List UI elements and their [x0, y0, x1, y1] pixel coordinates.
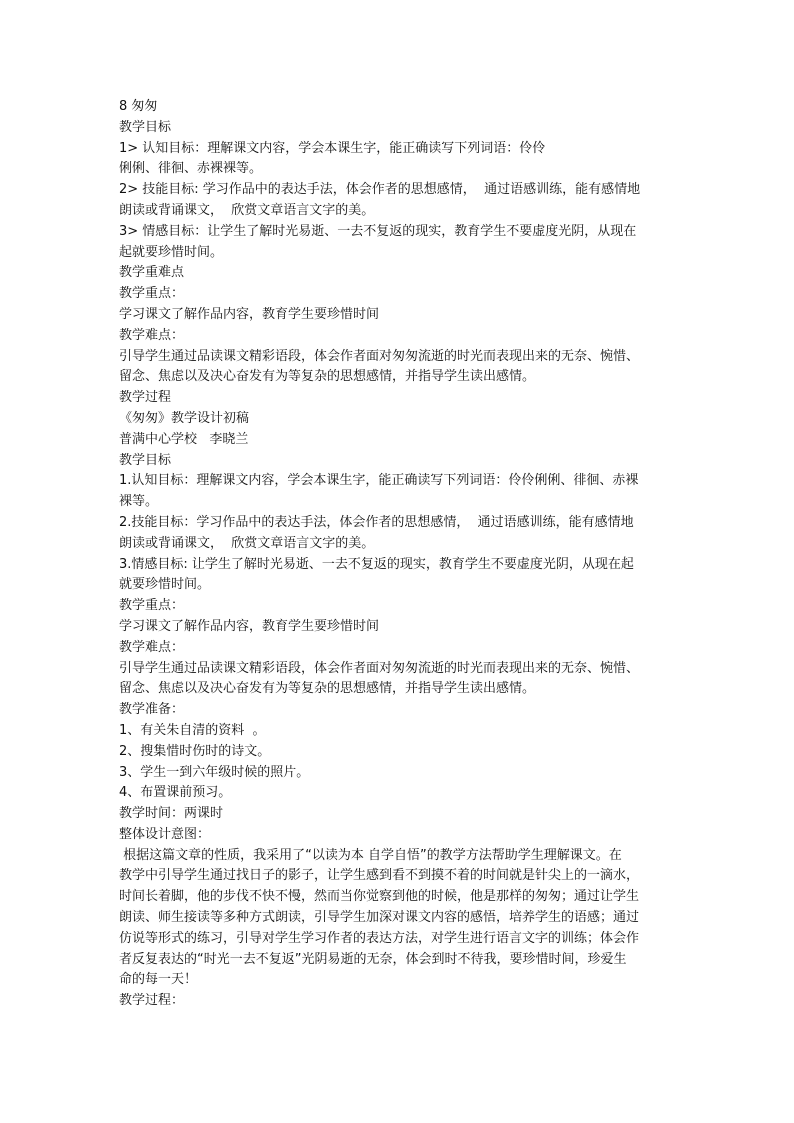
- design-intent-text: 朗读、师生接读等多种方式朗读，引导学生加深对课文内容的感悟，培养学生的语感；通过: [119, 910, 640, 926]
- goal-emotion-line: 3.情感目标: 让学生了解时光易逝、一去不复返的现实，教育学生不要虚度光阴，从现在起: [119, 556, 634, 572]
- process-heading: 教学过程: [119, 390, 172, 406]
- key-points-heading: 教学重点：: [119, 598, 185, 614]
- design-intent-heading: 整体设计意图：: [119, 826, 211, 842]
- preparation-item: 2、搜集惜时伤时的诗文。: [119, 743, 271, 759]
- goal-skill-line: 2.技能目标：学习作品中的表达手法，体会作者的思想感情， 通过语感训练，能有感情地: [119, 514, 634, 530]
- goal-skill-line: 朗读或背诵课文， 欣赏文章语言文字的美。: [119, 202, 375, 218]
- draft-title: 《匆匆》教学设计初稿: [119, 410, 250, 426]
- difficult-points-text: 引导学生通过品读课文精彩语段，体会作者面对匆匆流逝的时光而表现出来的无奈、惋惜、: [119, 348, 640, 364]
- lesson-title: 8 匆匆: [119, 99, 158, 114]
- design-intent-text: 仿说等形式的练习，引导对学生学习作者的表达方法，对学生进行语言文字的训练；体会作: [119, 930, 640, 946]
- preparation-item: 4、布置课前预习。: [119, 785, 232, 801]
- difficult-points-heading: 教学难点：: [119, 327, 185, 343]
- teaching-time: 教学时间：两课时: [119, 806, 224, 822]
- goal-cognitive-line: 裸等。: [119, 494, 159, 510]
- process-heading: 教学过程：: [119, 993, 185, 1009]
- goal-cognitive-line: 1.认知目标：理解课文内容，学会本课生字，能正确读写下列词语：伶伶俐俐、徘徊、赤裸: [119, 473, 639, 489]
- preparation-item: 1、有关朱自清的资料 。: [119, 722, 266, 738]
- goal-emotion-line: 就要珍惜时间。: [119, 577, 211, 593]
- goal-cognitive-line: 1> 认知目标：理解课文内容，学会本课生字，能正确读写下列词语：伶伶: [119, 140, 546, 156]
- key-points-text: 学习课文了解作品内容，教育学生要珍惜时间: [119, 306, 380, 322]
- difficult-points-text: 引导学生通过品读课文精彩语段，体会作者面对匆匆流逝的时光而表现出来的无奈、惋惜、: [119, 660, 640, 676]
- goals-heading: 教学目标: [119, 119, 172, 135]
- key-points-heading: 教学重点：: [119, 286, 185, 302]
- design-intent-text: 时间长着脚，他的步伐不快不慢，然而当你觉察到他的时候，他是那样的匆匆；通过让学生: [119, 889, 640, 905]
- design-intent-text: 根据这篇文章的性质，我采用了“以读为本 自学自悟”的教学方法帮助学生理解课文。在: [119, 847, 622, 863]
- difficult-points-text: 留念、焦虑以及决心奋发有为等复杂的思想感情，并指导学生读出感情。: [119, 369, 536, 385]
- goal-skill-line: 2> 技能目标: 学习作品中的表达手法，体会作者的思想感情， 通过语感训练，能有感情地: [119, 182, 641, 198]
- goal-cognitive-line: 俐俐、徘徊、赤裸裸等。: [119, 161, 263, 177]
- key-difficult-heading: 教学重难点: [119, 265, 185, 281]
- goal-emotion-line: 起就要珍惜时间。: [119, 244, 224, 260]
- key-points-text: 学习课文了解作品内容，教育学生要珍惜时间: [119, 618, 380, 634]
- document-page: [119, 97, 685, 1012]
- goals-heading: 教学目标: [119, 452, 172, 468]
- author-line: 普满中心学校 李晓兰: [119, 431, 249, 447]
- design-intent-text: 教学中引导学生通过找日子的影子，让学生感到看不到摸不着的时间就是针尖上的一滴水，: [119, 868, 640, 884]
- preparation-heading: 教学准备：: [119, 702, 185, 718]
- design-intent-text: 命的每一天！: [119, 972, 198, 988]
- design-intent-text: 者反复表达的“时光一去不复返”光阴易逝的无奈，体会到时不待我，要珍惜时间，珍爱生: [119, 951, 627, 967]
- goal-emotion-line: 3> 情感目标：让学生了解时光易逝、一去不复返的现实，教育学生不要虚度光阴，从现在: [119, 223, 637, 239]
- preparation-item: 3、学生一到六年级时候的照片。: [119, 764, 310, 780]
- goal-skill-line: 朗读或背诵课文， 欣赏文章语言文字的美。: [119, 535, 375, 551]
- difficult-points-heading: 教学难点：: [119, 639, 185, 655]
- difficult-points-text: 留念、焦虑以及决心奋发有为等复杂的思想感情，并指导学生读出感情。: [119, 681, 536, 697]
